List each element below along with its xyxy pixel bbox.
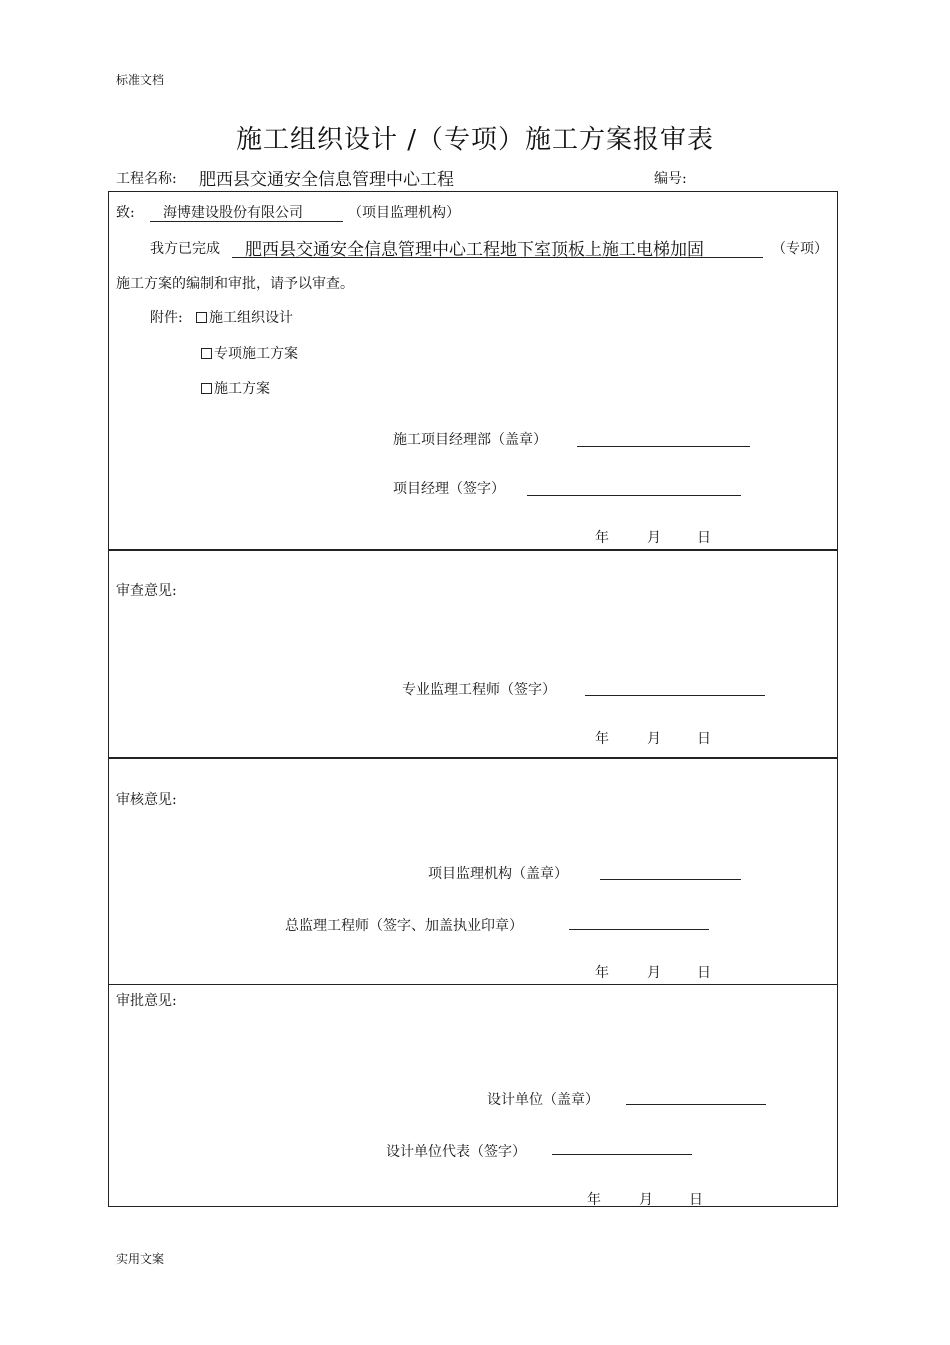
design-unit-stamp-label: 设计单位（盖章） xyxy=(487,1092,599,1108)
design-rep-sign-label: 设计单位代表（签字） xyxy=(386,1144,526,1160)
date-row: 年 月 日 xyxy=(595,731,711,747)
section-divider xyxy=(108,757,838,759)
checkbox-icon[interactable] xyxy=(201,348,212,359)
page-title: 施工组织设计 /（专项）施工方案报审表 xyxy=(235,125,715,155)
project-name: 肥西县交通安全信息管理中心工程 xyxy=(199,170,454,190)
approval-opinion-label: 审批意见: xyxy=(116,993,177,1009)
header-note: 标准文档 xyxy=(116,73,165,87)
supervision-stamp-label: 项目监理机构（盖章） xyxy=(428,866,568,882)
to-label: 致: xyxy=(116,205,135,221)
plan-suffix: （专项） xyxy=(772,241,828,257)
checkbox-icon[interactable] xyxy=(196,312,207,323)
attachments-label: 附件: xyxy=(150,310,183,326)
supervision-stamp-line[interactable] xyxy=(600,879,741,880)
date-row: 年 月 日 xyxy=(595,965,711,981)
date-row: 年 月 日 xyxy=(587,1192,703,1208)
audit-opinion-label: 审核意见: xyxy=(116,792,177,808)
footer-note: 实用文案 xyxy=(116,1252,165,1266)
plan-name: 肥西县交通安全信息管理中心工程地下室顶板上施工电梯加固 xyxy=(245,240,704,260)
section-divider xyxy=(108,549,838,551)
request-text: 施工方案的编制和审批，请予以审查。 xyxy=(116,276,354,292)
pm-dept-stamp-label: 施工项目经理部（盖章） xyxy=(393,432,547,448)
number-label: 编号: xyxy=(654,171,687,187)
to-company: 海博建设股份有限公司 xyxy=(163,205,303,221)
chief-sign-label: 总监理工程师（签字、加盖执业印章） xyxy=(285,918,523,934)
attachment-item: 施工方案 xyxy=(201,378,270,398)
project-name-label: 工程名称: xyxy=(116,171,177,187)
date-row: 年 月 日 xyxy=(595,530,711,546)
pm-sign-line[interactable] xyxy=(527,495,741,496)
section-divider xyxy=(108,984,838,985)
done-prefix: 我方已完成 xyxy=(150,241,220,257)
plan-name-underline xyxy=(232,257,763,258)
to-suffix: （项目监理机构） xyxy=(348,205,460,221)
attachment-item: 施工组织设计 xyxy=(196,307,293,327)
pm-dept-stamp-line[interactable] xyxy=(577,446,750,447)
checkbox-icon[interactable] xyxy=(201,383,212,394)
engineer-sign-label: 专业监理工程师（签字） xyxy=(402,682,556,698)
engineer-sign-line[interactable] xyxy=(585,695,765,696)
review-opinion-label: 审查意见: xyxy=(116,583,177,599)
pm-sign-label: 项目经理（签字） xyxy=(393,481,505,497)
design-unit-stamp-line[interactable] xyxy=(626,1104,766,1105)
to-company-underline xyxy=(150,221,343,222)
design-rep-sign-line[interactable] xyxy=(552,1154,692,1155)
attachment-item: 专项施工方案 xyxy=(201,343,298,363)
chief-sign-line[interactable] xyxy=(569,929,709,930)
